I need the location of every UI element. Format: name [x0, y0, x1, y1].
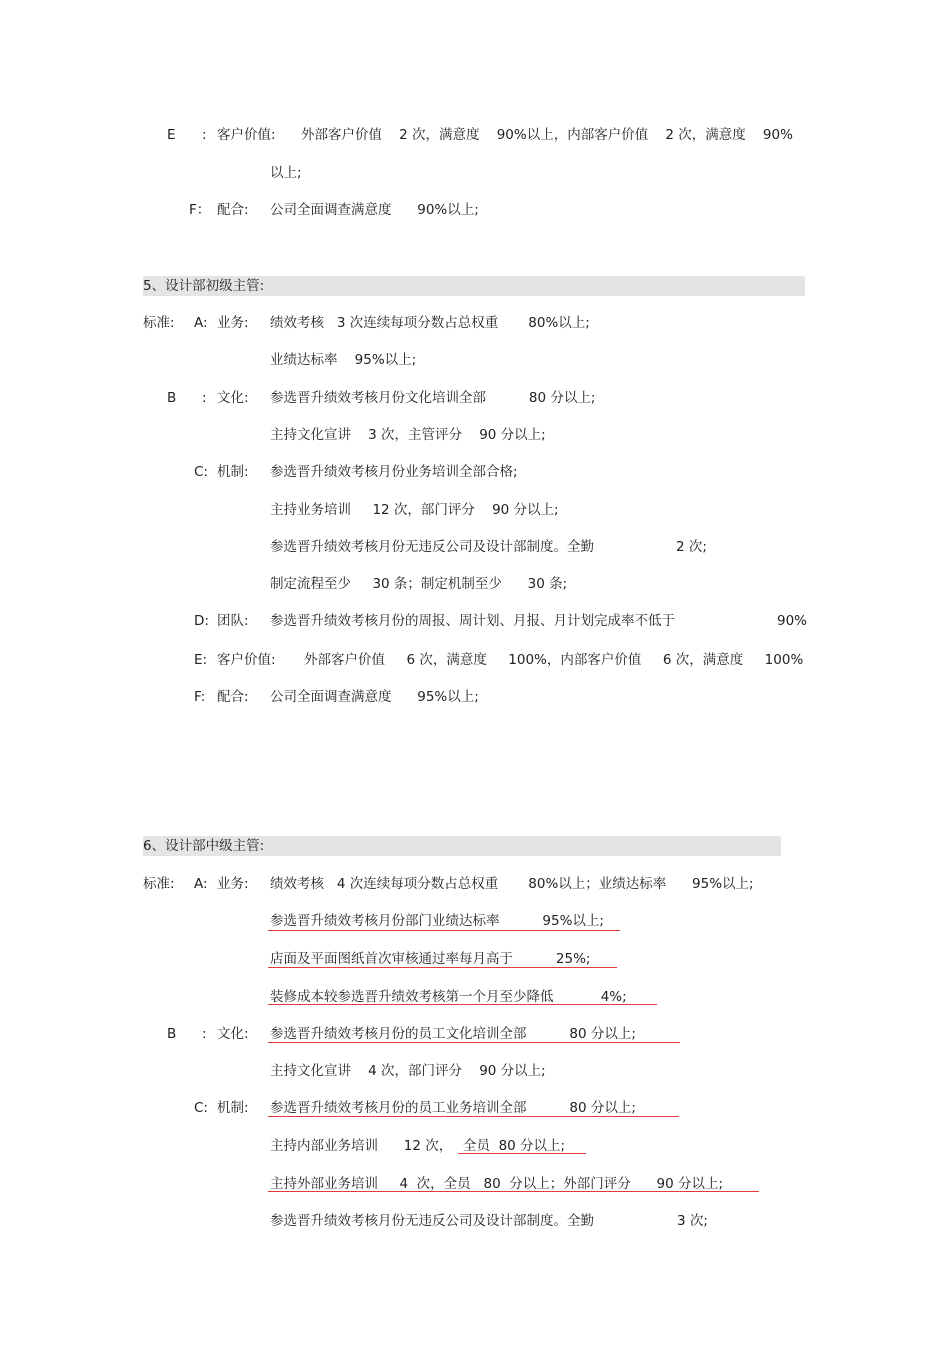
criterion-text: 业绩达标率 95%以上;: [270, 352, 417, 368]
category-label: 配合:: [217, 202, 249, 218]
standard-label: 标准:: [143, 876, 175, 892]
criterion-text: 参选晋升绩效考核月份的周报、周计划、月报、月计划完成率不低于: [270, 613, 675, 629]
marker-f: F：: [189, 202, 211, 218]
criterion-text: 装修成本较参选晋升绩效考核第一个月至少降低 4%;: [270, 989, 627, 1005]
criterion-text: 绩效考核 4 次连续每项分数占总权重 80%以上；业绩达标率 95%以上;: [270, 876, 754, 892]
criterion-text: 绩效考核 3 次连续每项分数占总权重 80%以上;: [270, 315, 590, 331]
red-underline: [268, 1004, 657, 1005]
criterion-text: 2 次;: [676, 539, 707, 555]
criterion-text: 公司全面调查满意度 90%以上;: [270, 202, 479, 218]
criterion-text: 主持文化宣讲 4 次，部门评分 90 分以上;: [270, 1063, 546, 1079]
marker-b: B: [167, 390, 177, 406]
category-label: 文化:: [217, 390, 249, 406]
criterion-text: 参选晋升绩效考核月份业务培训全部合格;: [270, 464, 518, 480]
criterion-text: 主持内部业务培训 12 次，: [270, 1138, 453, 1154]
criterion-text: 制定流程至少 30 条；制定机制至少 30 条;: [270, 576, 568, 592]
criterion-text: 3 次;: [677, 1213, 708, 1229]
category-label: 客户价值:: [217, 652, 276, 668]
marker-e: E:: [194, 652, 208, 668]
red-underline: [268, 930, 620, 931]
category-label: 配合:: [217, 689, 249, 705]
criterion-text: 店面及平面图纸首次审核通过率每月高于 25%;: [270, 951, 591, 967]
criterion-text: 外部客户价值 6 次，满意度 100%，内部客户价值 6 次，满意度 100%: [304, 652, 804, 668]
criterion-text: 主持外部业务培训 4 次，全员 80 分以上；外部门评分 90 分以上;: [270, 1176, 724, 1192]
marker-colon: :: [202, 127, 207, 143]
criterion-text: 参选晋升绩效考核月份的员工业务培训全部 80 分以上;: [270, 1100, 636, 1116]
category-label: 团队:: [217, 613, 249, 629]
category-label: 业务:: [217, 315, 249, 331]
marker-a: A:: [194, 315, 208, 331]
standard-label: 标准:: [143, 315, 175, 331]
criterion-text: 全员 80 分以上;: [463, 1138, 566, 1154]
criterion-text: 外部客户价值 2 次，满意度 90%以上，内部客户价值 2 次，满意度 90%: [301, 127, 793, 143]
category-label: 文化:: [217, 1026, 249, 1042]
criterion-text: 以上;: [270, 165, 302, 181]
red-underline: [268, 1116, 679, 1117]
marker-d: D:: [194, 613, 209, 629]
marker-e: E: [167, 127, 176, 143]
marker-a: A:: [194, 876, 208, 892]
section-heading: 6、设计部中级主管:: [143, 838, 265, 854]
red-underline: [268, 967, 617, 968]
criterion-text: 参选晋升绩效考核月份无违反公司及设计部制度。全勤: [270, 1213, 594, 1229]
marker-c: C:: [194, 1100, 208, 1116]
criterion-value: 90%: [777, 613, 808, 629]
category-label: 业务:: [217, 876, 249, 892]
marker-colon: :: [202, 1026, 207, 1042]
red-underline: [268, 1191, 759, 1192]
criterion-text: 参选晋升绩效考核月份的员工文化培训全部 80 分以上;: [270, 1026, 636, 1042]
category-label: 机制:: [217, 1100, 249, 1116]
marker-f: F:: [194, 689, 206, 705]
criterion-text: 参选晋升绩效考核月份无违反公司及设计部制度。全勤: [270, 539, 594, 555]
red-underline: [268, 1042, 680, 1043]
criterion-text: 公司全面调查满意度 95%以上;: [270, 689, 479, 705]
category-label: 机制:: [217, 464, 249, 480]
criterion-text: 主持业务培训 12 次，部门评分 90 分以上;: [270, 502, 559, 518]
criterion-text: 参选晋升绩效考核月份文化培训全部 80 分以上;: [270, 390, 596, 406]
marker-b: B: [167, 1026, 177, 1042]
category-label: 客户价值:: [217, 127, 276, 143]
criterion-text: 主持文化宣讲 3 次，主管评分 90 分以上;: [270, 427, 546, 443]
marker-colon: :: [202, 390, 207, 406]
section-heading: 5、设计部初级主管:: [143, 278, 265, 294]
red-underline: [458, 1153, 586, 1154]
marker-c: C:: [194, 464, 208, 480]
criterion-text: 参选晋升绩效考核月份部门业绩达标率 95%以上;: [270, 913, 604, 929]
